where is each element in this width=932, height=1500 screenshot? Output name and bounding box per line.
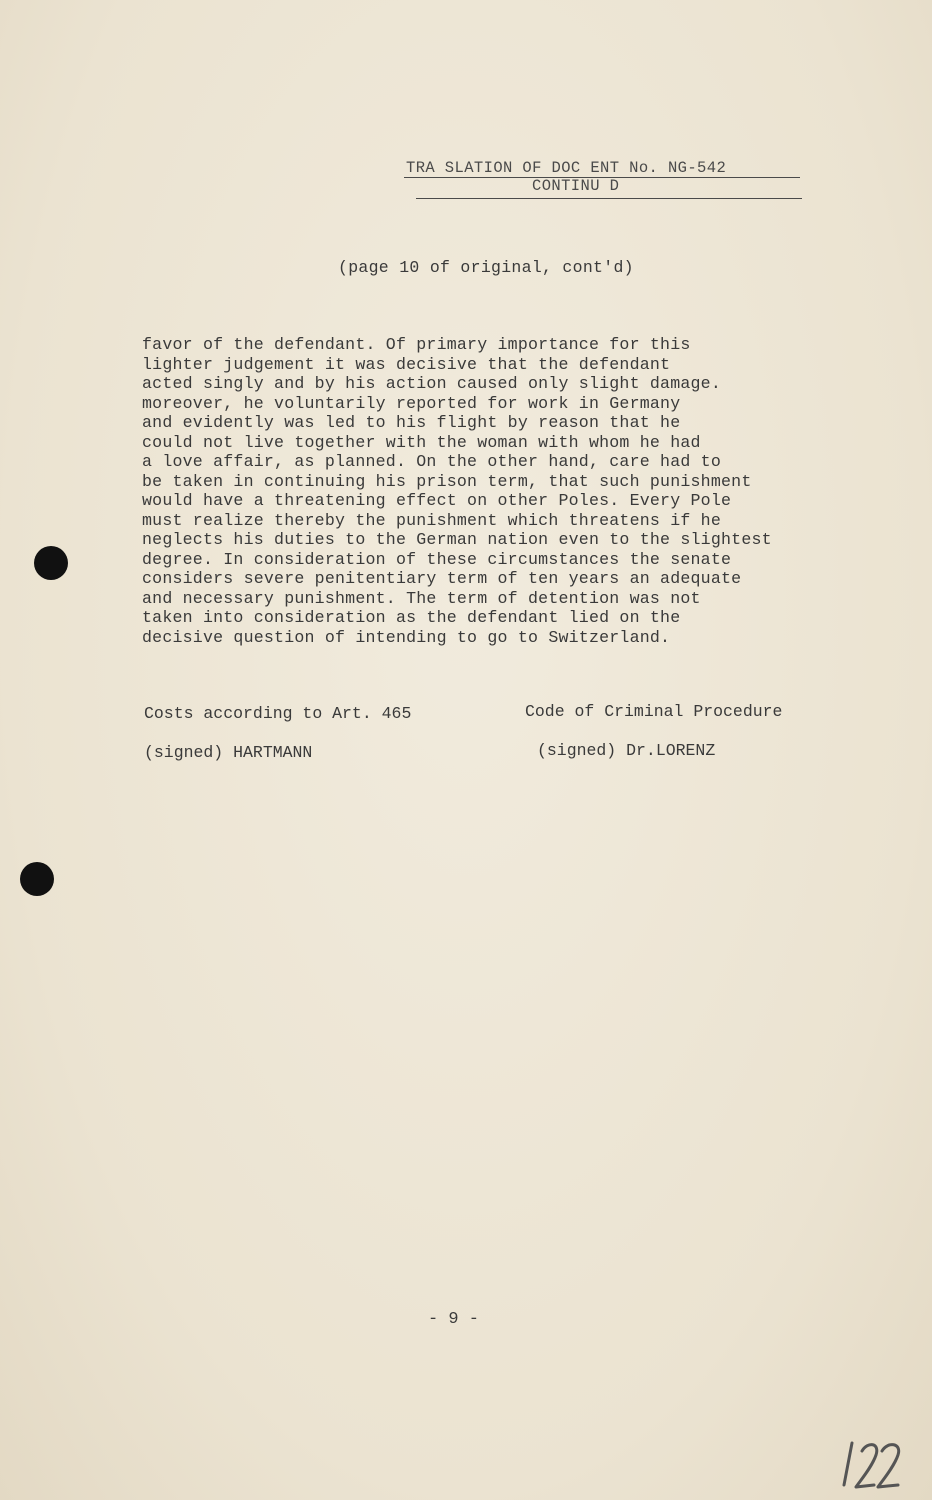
body-line: neglects his duties to the German nation even to the slightest xyxy=(142,530,772,549)
body-line: acted singly and by his action caused only slight damage. xyxy=(142,374,721,393)
original-page-reference: (page 10 of original, cont'd) xyxy=(338,258,634,277)
body-line: would have a threatening effect on other Poles. Every Pole xyxy=(142,491,732,510)
costs-note: Costs according to Art. 465 xyxy=(144,704,412,723)
body-line: must realize thereby the punishment which threatens if he xyxy=(142,510,721,530)
document-header xyxy=(404,160,800,195)
body-line: a love affair, as planned. On the other hand, care had to xyxy=(142,452,721,471)
body-line: considers severe penitentiary term of ten years an adequate xyxy=(142,569,742,588)
body-line: lighter judgement it was decisive that the defendant xyxy=(142,354,671,374)
body-line: favor of the defendant. Of primary importance for this xyxy=(142,335,691,354)
handwritten-page-number xyxy=(838,1437,910,1491)
body-paragraph xyxy=(142,335,847,647)
body-line: taken into consideration as the defendant lied on the xyxy=(142,608,681,627)
signature-lorenz: (signed) Dr.LORENZ xyxy=(537,741,716,760)
signature-hartmann: (signed) HARTMANN xyxy=(144,743,313,762)
body-line: and evidently was led to his flight by reason that he xyxy=(142,413,681,432)
header-title: TRA SLATION OF DOC ENT No. NG-542 xyxy=(404,160,800,178)
punch-hole-bottom xyxy=(20,862,54,896)
body-line: could not live together with the woman with whom he had xyxy=(142,432,701,452)
page-number: - 9 - xyxy=(428,1310,480,1329)
body-line: be taken in continuing his prison term, that such punishment xyxy=(142,471,752,491)
body-line: degree. In consideration of these circumstances the senate xyxy=(142,549,732,569)
header-continued: CONTINU D xyxy=(532,177,620,195)
code-reference: Code of Criminal Procedure xyxy=(525,702,783,721)
body-line: decisive question of intending to go to Switzerland. xyxy=(142,627,671,647)
body-line: and necessary punishment. The term of detention was not xyxy=(142,588,701,608)
punch-hole-top xyxy=(34,546,68,580)
header-underline xyxy=(416,198,802,199)
body-line: moreover, he voluntarily reported for work in Germany xyxy=(142,393,681,413)
